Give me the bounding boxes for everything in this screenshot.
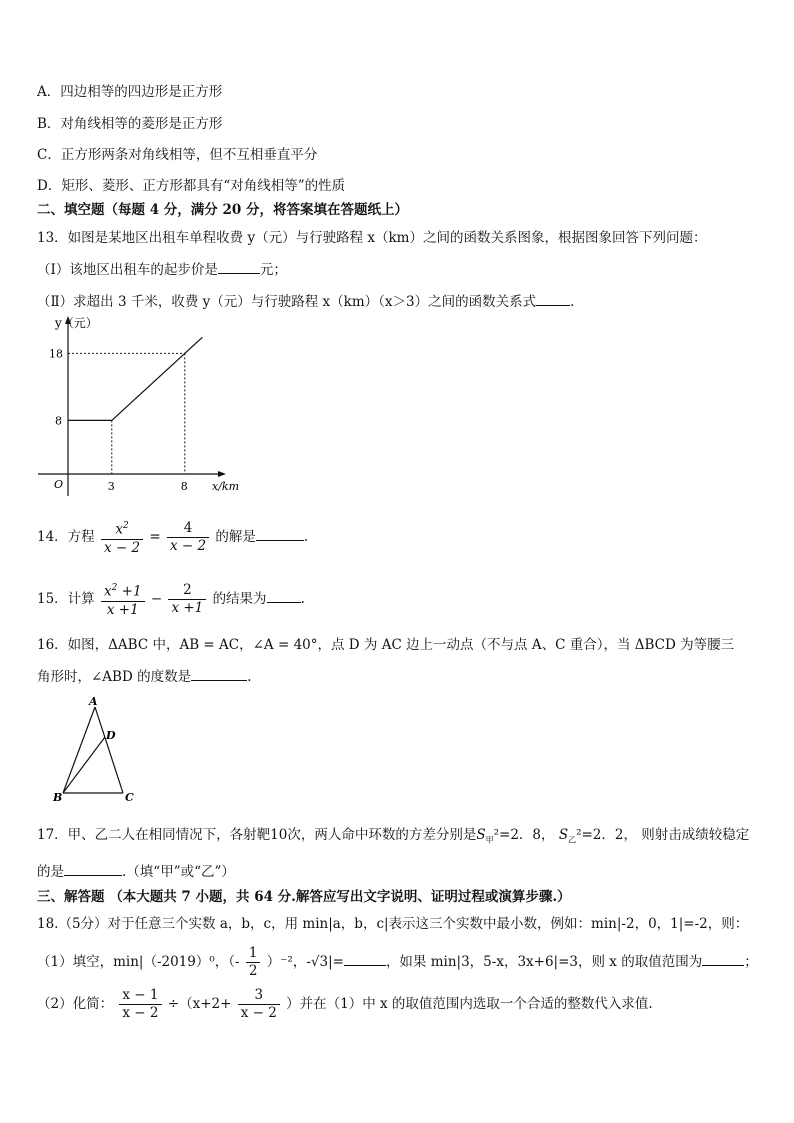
fare-line [68,337,202,420]
q18-half-fraction [246,945,261,980]
q13-part1 [37,260,287,279]
q18-half-num: 1 [246,945,261,963]
q14-lhs-den: x − 2 [103,539,141,556]
option-a: A．四边相等的四边形是正方形 [37,84,223,100]
q18-part2-text-3: ）并在（1）中 x 的取值范围内选取一个合适的整数代入求值. [286,996,653,1012]
y-tick-8: 8 [55,414,62,428]
q15-fraction-2 [168,582,206,617]
origin-label: O [54,478,64,491]
variance-val-yi: ²=2．2， [576,827,637,843]
q14-rhs-num: 4 [167,520,209,538]
q13-stem: 13．如图是某地区出租车单程收费 y（元）与行驶路程 x（km）之间的函数关系图象，根据图象回答下列问题： [37,230,707,246]
q18-part1 [37,944,758,980]
q15-f1-rest: +1 [117,583,142,600]
q18-fraction-2 [238,987,280,1022]
variance-val-jia: ²=2．8， [493,827,555,843]
q18-f1-den: x − 2 [122,1005,159,1021]
q18-part2-text-2: ÷（x+2+ [167,996,232,1012]
q18-part1-text: （1）填空，min|（-2019）⁰，（- [37,954,240,970]
variance-sub-jia: 甲 [485,835,494,845]
q17-line2 [37,862,235,881]
x-axis-label: x/km [212,480,240,493]
q16-line2-end: . [247,669,252,685]
q18-part2-text: （2）化简： [37,996,114,1012]
x-tick-8: 8 [180,480,188,493]
q15-suffix: 的结果为 [212,590,267,607]
q17-line1-end: 则射击成绩较稳定 [641,827,750,843]
q15-prefix: 15．计算 [37,590,95,607]
q14-suffix: 的解是 [215,528,256,545]
section-2-title: 二、填空题（每题 4 分，满分 20 分，将答案填在答题纸上） [37,202,408,218]
answer-blank [702,952,744,966]
q15-end: . [300,590,305,607]
q15-fraction-1 [101,580,145,619]
variance-s-yi: S [558,827,569,843]
q16-line1: 16．如图，ΔABC 中，AB = AC，∠A = 40°，点 D 为 AC 边上一动点（不与点 A、C 重合），当 ΔBCD 为等腰三 [37,637,735,653]
q16-line2-text: 角形时，∠ABD 的度数是 [37,669,192,685]
q17-line2-text: 的是 [37,864,64,880]
fare-chart [30,310,260,500]
segment-bd [63,737,105,793]
q14-rhs-fraction [167,520,209,555]
answer-blank [536,292,570,306]
label-a: A [89,695,98,708]
q14-equals: = [149,528,161,545]
q17-line1 [37,826,749,850]
section-3-title: 三、解答题 （本大题共 7 小题，共 64 分.解答应写出文字说明、证明过程或演算步骤.） [37,889,571,905]
q18-f2-den: x − 2 [240,1005,277,1021]
triangle-figure [45,695,155,810]
q13-part2-end: . [570,294,575,310]
q18-part1-text-3: ，如果 min|3，5-x，3x+6|=3，则 x 的取值范围为 [385,954,703,970]
q13-part2-text: （Ⅱ）求超出 3 千米，收费 y（元）与行驶路程 x（km）（x＞3）之间的函数关系式 [37,294,537,310]
q15-f1-x: x [103,583,112,600]
answer-blank [218,260,260,274]
q18-half-den: 2 [248,963,258,979]
q16-line2 [37,667,251,686]
q14-lhs-fraction [101,518,143,557]
label-b: B [53,791,63,804]
q13-part2 [37,292,574,311]
q15-f2-num: 2 [168,582,206,600]
q14-rhs-den: x − 2 [170,537,207,554]
q14-prefix: 14．方程 [37,528,95,545]
q18-part1-end: ； [744,954,758,970]
q18-stem: 18.（5分）对于任意三个实数 a，b，c，用 min|a，b，c|表示这三个实数中最小数，例如：min|-2，0，1|=-2，则： [37,916,749,932]
q15-f2-den: x +1 [171,599,204,616]
answer-blank [267,589,301,603]
q15-line [37,580,305,619]
q15-minus: − [150,590,163,607]
edge-ab [63,707,95,793]
q17-line1-text: 17．甲、乙二人在相同情况下，各射靶10次，两人命中环数的方差分别是 [37,827,477,843]
x-axis-arrow [218,471,226,477]
label-d: D [106,729,116,742]
answer-blank [344,952,386,966]
option-d: D．矩形、菱形、正方形都具有“对角线相等”的性质 [37,178,346,194]
q18-f1-num: x − 1 [119,987,161,1005]
label-c: C [125,791,134,804]
option-b: B．对角线相等的菱形是正方形 [37,116,223,132]
answer-blank [191,667,247,681]
q18-part2 [37,986,653,1022]
q18-part1-text-2: ）⁻²，-√3|= [266,954,344,970]
q13-part1-text: （Ⅰ）该地区出租车的起步价是 [37,262,218,278]
q14-end: . [303,528,309,545]
q15-f1-den: x +1 [106,601,139,618]
option-c: C．正方形两条对角线相等，但不互相垂直平分 [37,147,318,163]
variance-sub-yi: 乙 [568,835,577,845]
q15-f1-exp: 2 [111,583,118,593]
q18-f2-num: 3 [238,987,280,1005]
q14-line [37,518,308,557]
variance-s-jia: S [476,827,486,843]
q17-line2-end: .（填“甲”或“乙”） [122,864,235,880]
q14-lhs-exp: 2 [122,521,129,531]
q18-fraction-1 [119,987,161,1022]
x-tick-3: 3 [107,480,115,493]
q14-lhs-num: x [115,521,123,538]
y-axis-label: y（元） [55,316,98,330]
answer-blank [256,527,304,541]
answer-blank [64,862,122,876]
y-tick-18: 18 [49,347,63,361]
q13-part1-unit: 元； [259,262,287,278]
edge-ac [95,707,123,793]
